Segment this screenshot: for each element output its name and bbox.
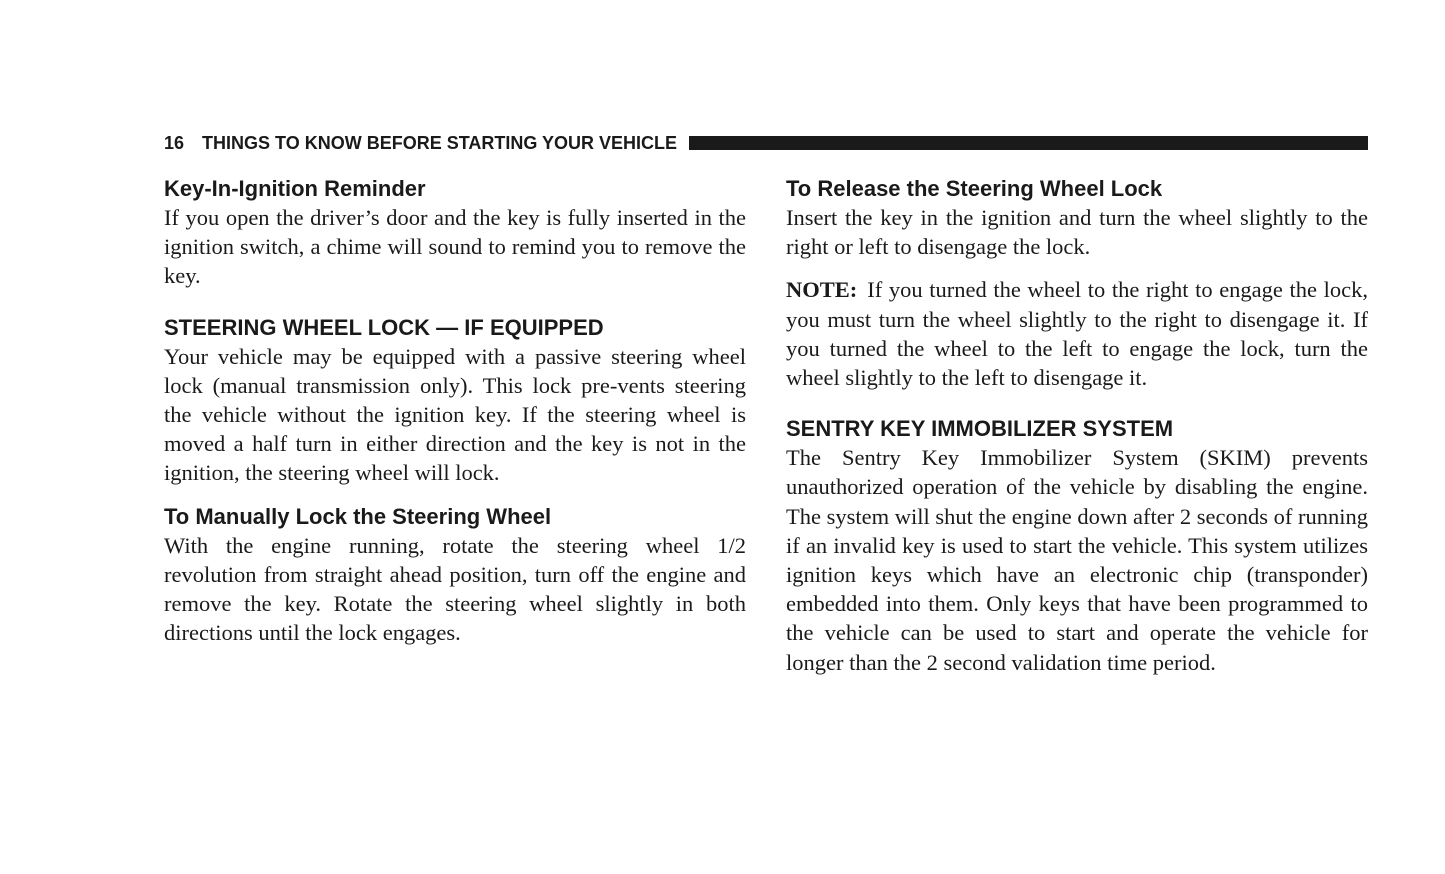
key-reminder-section	[164, 174, 746, 291]
skim-section	[786, 414, 1368, 677]
steering-lock-body: Your vehicle may be equipped with a passive steering wheel lock (manual transmission only). This lock pre-vents steering the vehicle without the ignition key. If the steering wheel is moved a half turn in either direction and the key is not in the ignition, the steering wheel will lock.	[164, 343, 746, 486]
skim-body: The Sentry Key Immobilizer System (SKIM) prevents unauthorized operation of the vehicle by disabling the engine. The system will shut the engine down after 2 seconds of running if an invalid key is used to start the vehicle. This system utilizes ignition keys which have an electronic chip (transponder) embedded into them. Only keys that have been programmed to the vehicle can be used to start and operate the vehicle for longer than the 2 second validation time period.	[786, 445, 1368, 675]
left-column	[164, 174, 746, 647]
page-number: 16	[164, 132, 185, 153]
release-lock-section	[786, 174, 1368, 261]
skim-heading: SENTRY KEY IMMOBILIZER SYSTEM	[786, 416, 1174, 442]
steering-lock-section	[164, 313, 746, 488]
page-header	[164, 131, 1368, 155]
manual-lock-body: With the engine running, rotate the steering wheel 1/2 revolution from straight ahead position, turn off the engine and remove the key. Rotate the steering wheel slightly in both directions until the lock engages.	[164, 532, 746, 646]
release-lock-heading: To Release the Steering Wheel Lock	[786, 176, 1163, 201]
steering-lock-heading: STEERING WHEEL LOCK — IF EQUIPPED	[164, 314, 604, 340]
key-reminder-body: If you open the driver’s door and the key is fully inserted in the ignition switch, a chime will sound to remind you to remove the key.	[164, 205, 746, 289]
release-lock-body: Insert the key in the ignition and turn the wheel slightly to the right or left to disengage the lock.	[786, 205, 1368, 260]
note-label: NOTE:	[786, 277, 858, 303]
note-body: If you turned the wheel to the right to engage the lock, you must turn the wheel slightly to the right to disengage it. If you turned the wheel to the left to engage the lock, turn the wheel slightly to the left to disengage it.	[786, 277, 1368, 391]
note-paragraph	[786, 275, 1368, 392]
key-reminder-heading: Key-In-Ignition Reminder	[164, 176, 426, 201]
right-column	[786, 174, 1368, 677]
manual-lock-heading: To Manually Lock the Steering Wheel	[164, 503, 552, 529]
header-rule	[689, 136, 1368, 150]
running-title: THINGS TO KNOW BEFORE STARTING YOUR VEHICLE	[202, 132, 678, 153]
manual-lock-section	[164, 502, 746, 648]
